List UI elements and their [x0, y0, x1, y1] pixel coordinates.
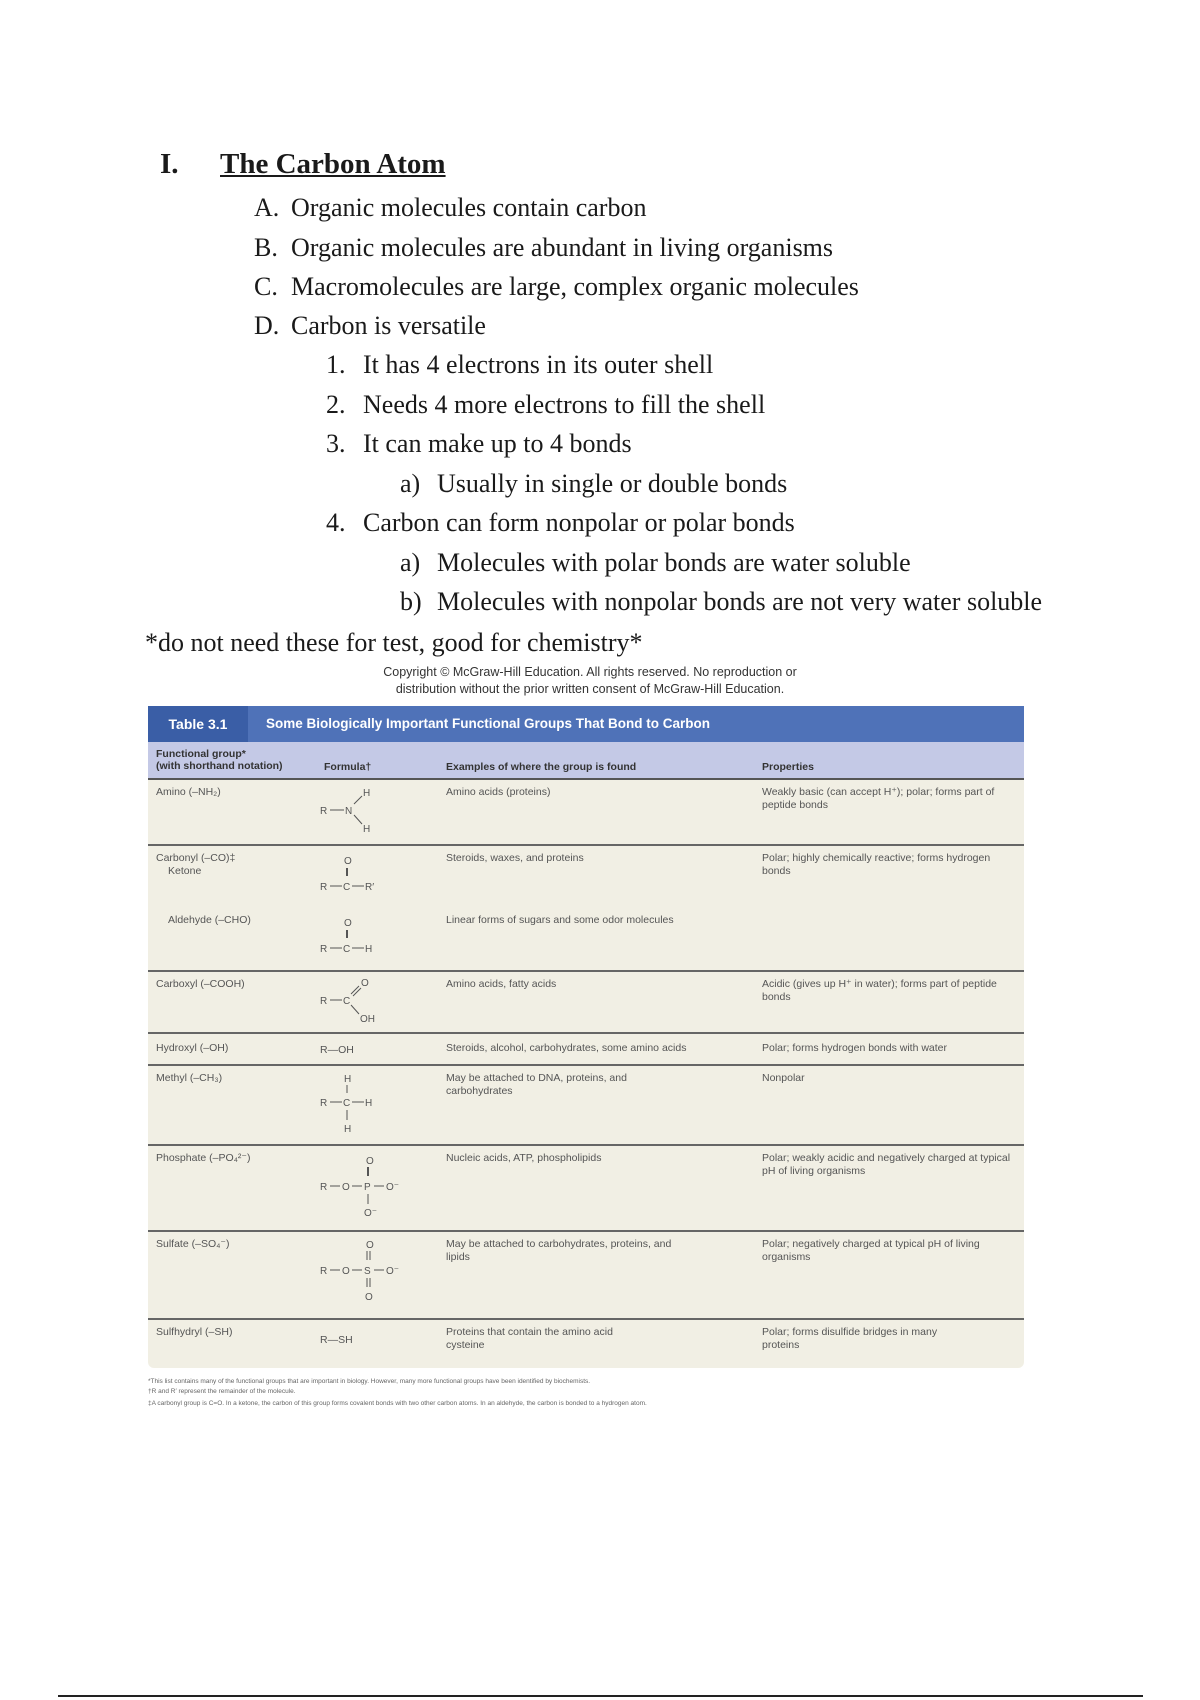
page-bottom-rule — [58, 1695, 1143, 1697]
methyl-formula — [318, 1070, 388, 1145]
svg-text:P: P — [364, 1182, 371, 1193]
item-text: Macromolecules are large, complex organic molecules — [291, 272, 859, 301]
outline-item — [400, 587, 1042, 617]
svg-text:OH: OH — [360, 1014, 375, 1025]
table-row — [148, 1320, 1024, 1366]
col-header-formula: Formula† — [324, 761, 372, 773]
item-text: Molecules with nonpolar bonds are not very water soluble — [437, 587, 1043, 616]
svg-text:R′: R′ — [365, 882, 375, 893]
item-text: Carbon can form nonpolar or polar bonds — [363, 508, 795, 537]
svg-text:H: H — [344, 1074, 352, 1085]
svg-text:R: R — [320, 1266, 328, 1277]
group-name: Sulfate (–SO₄⁻) — [156, 1238, 230, 1250]
svg-text:O: O — [365, 1292, 373, 1303]
table-row — [148, 972, 1024, 1034]
table-title-bar — [148, 706, 1024, 742]
svg-text:O: O — [342, 1182, 350, 1193]
svg-text:H: H — [365, 944, 373, 955]
ketone-formula — [318, 850, 398, 903]
item-marker: a) — [400, 548, 421, 577]
svg-text:R: R — [320, 944, 328, 955]
amino-formula — [318, 782, 388, 847]
svg-text:R: R — [320, 1098, 328, 1109]
properties: Polar; forms hydrogen bonds with water — [762, 1042, 948, 1054]
outline-item — [326, 390, 765, 420]
outline-item — [400, 548, 911, 578]
item-marker: A. — [254, 193, 280, 222]
col-header-examples: Examples of where the group is found — [446, 761, 637, 773]
table-row — [148, 780, 1024, 846]
examples: Amino acids, fatty acids — [446, 978, 557, 990]
table-row — [148, 1232, 1024, 1320]
svg-text:C: C — [343, 1098, 351, 1109]
properties: Polar; highly chemically reactive; forms hydrogen bonds — [762, 852, 991, 877]
item-marker: B. — [254, 233, 278, 262]
svg-text:O: O — [344, 918, 352, 929]
item-marker: 4. — [326, 508, 346, 537]
outline-item — [400, 469, 787, 499]
svg-text:C: C — [343, 996, 351, 1007]
svg-text:H: H — [363, 788, 371, 799]
svg-text:O⁻: O⁻ — [364, 1208, 378, 1219]
group-name: Amino (–NH₂) — [156, 786, 221, 798]
item-text: Organic molecules are abundant in living organisms — [291, 233, 834, 262]
table-footnote: †R and R′ represent the remainder of the molecule. — [148, 1388, 296, 1395]
functional-groups-table — [148, 706, 1024, 1368]
item-marker: 2. — [326, 390, 346, 419]
table-footnote: *This list contains many of the functional groups that are important in biology. However, many more functional groups have been identified by biochemists. — [148, 1378, 591, 1385]
table-row — [148, 1034, 1024, 1066]
svg-text:S: S — [364, 1266, 371, 1277]
item-text: It can make up to 4 bonds — [363, 429, 632, 458]
section-title: The Carbon Atom — [220, 148, 446, 180]
svg-text:O: O — [361, 978, 369, 989]
col-header-group-line: Functional group* — [156, 748, 246, 760]
copyright-line: Copyright © McGraw-Hill Education. All rights reserved. No reproduction or — [383, 665, 797, 679]
examples: Steroids, alcohol, carbohydrates, some amino acids — [446, 1042, 687, 1054]
svg-text:O: O — [342, 1266, 350, 1277]
item-marker: C. — [254, 272, 278, 301]
item-marker: a) — [400, 469, 421, 498]
svg-text:R: R — [320, 996, 328, 1007]
table-row — [148, 1066, 1024, 1146]
table-footnote: ‡A carbonyl group is C=O. In a ketone, the carbon of this group forms covalent bonds with two other carbon atoms. In an aldehyde, the carbon is bonded to a hydrogen atom. — [148, 1400, 647, 1407]
item-marker: D. — [254, 311, 280, 340]
outline-item — [326, 508, 795, 538]
examples: May be attached to carbohydrates, proteins, and lipids — [446, 1238, 672, 1263]
group-name: Methyl (–CH₃) — [156, 1072, 223, 1084]
outline-item — [254, 272, 859, 302]
formula-text: R—SH — [320, 1334, 353, 1346]
section-number: I. — [160, 148, 179, 180]
svg-text:H: H — [365, 1098, 373, 1109]
formula-text: R—OH — [320, 1044, 354, 1056]
outline-item — [326, 350, 713, 380]
study-note: *do not need these for test, good for chemistry* — [145, 628, 643, 657]
phosphate-formula — [318, 1152, 408, 1233]
svg-text:R: R — [320, 1182, 328, 1193]
svg-text:O⁻: O⁻ — [386, 1266, 400, 1277]
properties: Weakly basic (can accept H⁺); polar; forms part of peptide bonds — [762, 786, 995, 811]
svg-text:O: O — [344, 856, 352, 867]
group-label: Carbonyl (–CO)‡ — [156, 852, 236, 864]
svg-text:C: C — [343, 882, 351, 893]
table-title: Some Biologically Important Functional Groups That Bond to Carbon — [266, 716, 711, 731]
properties: Polar; negatively charged at typical pH of living organisms — [762, 1238, 980, 1263]
carboxyl-formula — [318, 974, 398, 1035]
group-name: Sulfhydryl (–SH) — [156, 1326, 233, 1338]
item-text: It has 4 electrons in its outer shell — [363, 350, 714, 379]
item-marker: b) — [400, 587, 422, 616]
properties: Polar; weakly acidic and negatively charged at typical pH of living organisms — [762, 1152, 1011, 1177]
section-heading — [160, 148, 446, 181]
group-name: Carboxyl (–COOH) — [156, 978, 245, 990]
svg-text:C: C — [343, 944, 351, 955]
item-text: Usually in single or double bonds — [437, 469, 788, 498]
copyright-line: distribution without the prior written consent of McGraw-Hill Education. — [395, 682, 785, 696]
svg-text:H: H — [363, 824, 371, 835]
svg-text:O: O — [366, 1240, 374, 1251]
item-text: Molecules with polar bonds are water soluble — [437, 548, 911, 577]
svg-text:R: R — [320, 806, 328, 817]
item-text: Organic molecules contain carbon — [291, 193, 647, 222]
item-marker: 1. — [326, 350, 346, 379]
group-name: Phosphate (–PO₄²⁻) — [156, 1152, 251, 1164]
properties: Nonpolar — [762, 1072, 805, 1084]
svg-text:O: O — [366, 1156, 374, 1167]
sulfate-formula — [318, 1236, 408, 1321]
item-marker: 3. — [326, 429, 346, 458]
outline-item — [254, 311, 486, 341]
table-row — [148, 1146, 1024, 1232]
group-name: Aldehyde (–CHO) — [168, 914, 251, 926]
outline-item — [326, 429, 632, 459]
examples: Proteins that contain the amino acid cysteine — [446, 1326, 613, 1351]
col-header-group-line: (with shorthand notation) — [156, 760, 283, 772]
outline-item — [254, 193, 646, 223]
table-row — [148, 846, 1024, 972]
examples: Nucleic acids, ATP, phospholipids — [446, 1152, 602, 1164]
properties: Polar; forms disulfide bridges in many proteins — [762, 1326, 938, 1351]
item-text: Needs 4 more electrons to fill the shell — [363, 390, 766, 419]
item-text: Carbon is versatile — [291, 311, 486, 340]
group-name — [156, 852, 235, 878]
table-label: Table 3.1 — [148, 706, 248, 742]
svg-text:O⁻: O⁻ — [386, 1182, 400, 1193]
table-column-headers — [148, 742, 1024, 780]
examples: May be attached to DNA, proteins, and carbohydrates — [446, 1072, 627, 1097]
col-header-group — [156, 748, 283, 772]
aldehyde-formula — [318, 912, 398, 965]
svg-text:H: H — [344, 1124, 352, 1135]
svg-text:R: R — [320, 882, 328, 893]
copyright-notice — [330, 664, 850, 698]
group-name: Hydroxyl (–OH) — [156, 1042, 229, 1054]
examples: Amino acids (proteins) — [446, 786, 551, 798]
properties: Acidic (gives up H⁺ in water); forms part of peptide bonds — [762, 978, 997, 1003]
subgroup-label: Ketone — [168, 865, 202, 877]
col-header-properties: Properties — [762, 761, 814, 773]
outline-item — [254, 233, 833, 263]
svg-text:N: N — [345, 806, 353, 817]
examples: Steroids, waxes, and proteins — [446, 852, 584, 864]
examples: Linear forms of sugars and some odor molecules — [446, 914, 674, 926]
